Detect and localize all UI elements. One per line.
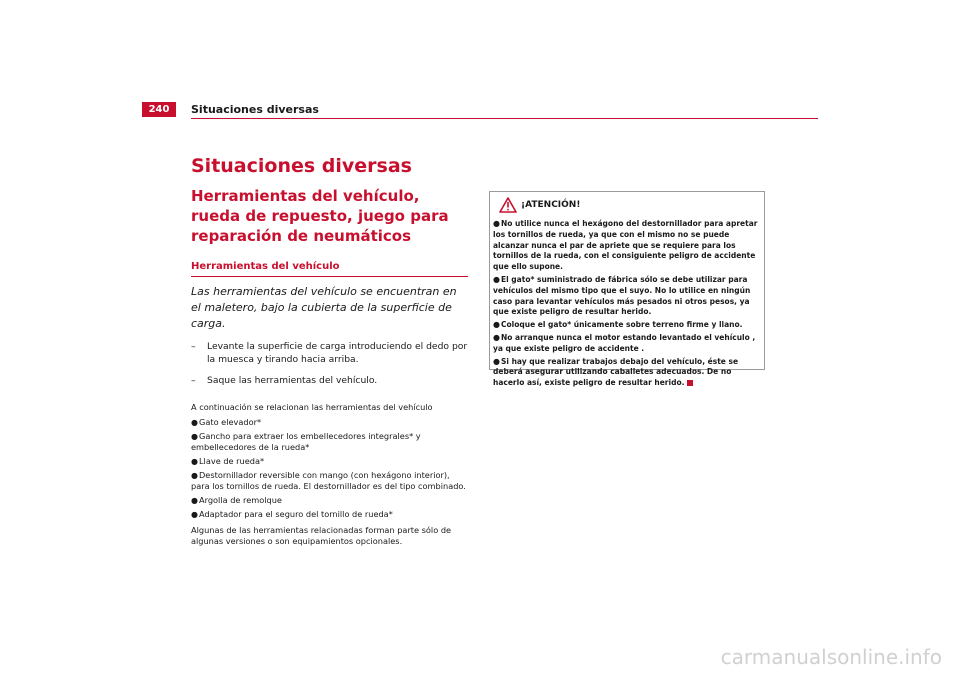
warning-box	[489, 191, 765, 388]
step-list	[191, 340, 468, 387]
header-divider	[191, 118, 818, 119]
intro-text: Las herramientas del vehículo se encuentran en el maletero, bajo la cubierta de la superficie de carga.	[191, 285, 457, 330]
tool-text: Gancho para extraer los embellecedores integrales* y embellecedores de la rueda*	[191, 431, 421, 452]
bullet-icon: ●	[191, 496, 198, 505]
end-of-section-icon	[687, 380, 693, 386]
bullet-icon: ●	[493, 219, 500, 228]
bullet-icon: ●	[493, 356, 500, 366]
left-column	[191, 154, 468, 547]
bullet-icon: ●	[493, 332, 500, 342]
bullet-icon: ●	[191, 457, 198, 466]
chapter-title: Situaciones diversas	[191, 155, 412, 177]
warning-title: ¡ATENCIÓN!	[521, 200, 581, 210]
warning-list	[493, 219, 761, 389]
list-item	[191, 509, 468, 520]
list-item	[191, 470, 468, 492]
bullet-icon: ●	[191, 471, 198, 480]
list-item	[191, 495, 468, 506]
warning-text: Si hay que realizar trabajos debajo del vehículo, éste se deberá asegurar utilizando caballetes adecuados. De no hacerlo así, existe peligro de resultar herido.	[493, 356, 739, 388]
list-item	[493, 275, 761, 318]
step-text: Levante la superficie de carga introduciendo el dedo por la muesca y tirando hacia arriba.	[207, 341, 468, 365]
list-item	[493, 320, 761, 331]
section-heading: Herramientas del vehículo, rueda de repuesto, juego para reparación de neumáticos	[191, 187, 449, 245]
bullet-icon: ●	[191, 418, 198, 427]
list-item	[191, 417, 468, 428]
watermark: carmanualsonline.info	[720, 645, 942, 669]
tools-list	[191, 417, 468, 520]
tool-text: Argolla de remolque	[199, 495, 282, 505]
tool-text: Gato elevador*	[199, 417, 262, 427]
list-item	[191, 431, 468, 453]
warning-text: El gato* suministrado de fábrica sólo se debe utilizar para vehículos del mismo tipo que el suyo. No lo utilice en ningún caso para levantar vehículos más pesados ni otros pesos, ya que existe peligro de resultar herido.	[493, 274, 751, 317]
list-item	[191, 456, 468, 467]
subsection-heading: Herramientas del vehículo	[191, 260, 468, 277]
list-item	[493, 219, 761, 273]
warning-text: No arranque nunca el motor estando levantado el vehículo , ya que existe peligro de accidente .	[493, 332, 756, 353]
page-number: 240	[142, 102, 176, 117]
warning-text: Coloque el gato* únicamente sobre terreno firme y llano.	[501, 320, 743, 330]
bullet-icon: ●	[493, 320, 500, 330]
step-item	[191, 340, 468, 366]
running-header-title: Situaciones diversas	[191, 103, 319, 116]
tool-text: Adaptador para el seguro del tornillo de rueda*	[199, 509, 393, 519]
bullet-icon: ●	[191, 432, 198, 441]
dash-marker: –	[191, 341, 196, 352]
closing-note: Algunas de las herramientas relacionadas forman parte sólo de algunas versiones o son equipamientos opcionales.	[191, 525, 452, 546]
warning-triangle-icon	[499, 197, 517, 213]
warning-header	[493, 197, 761, 215]
tool-text: Llave de rueda*	[199, 456, 265, 466]
list-item	[493, 357, 761, 389]
tool-text: Destornillador reversible con mango (con hexágono interior), para los tornillos de rueda. El destornillador es del tipo combinado.	[191, 470, 466, 491]
bullet-icon: ●	[191, 510, 198, 519]
list-item	[493, 333, 761, 355]
tools-list-intro: A continuación se relacionan las herramientas del vehículo	[191, 402, 433, 412]
step-text: Saque las herramientas del vehículo.	[207, 375, 378, 386]
bullet-icon: ●	[493, 274, 500, 284]
dash-marker: –	[191, 375, 196, 386]
step-item	[191, 374, 468, 387]
warning-text: No utilice nunca el hexágono del destornillador para apretar los tornillos de rueda, ya que con el mismo no se puede alcanzar nunca el par de apriete que se requiere para los tornillos de la rueda, con el consiguiente peligro de accidente que ello supone.	[493, 219, 758, 272]
page-header	[0, 0, 960, 124]
